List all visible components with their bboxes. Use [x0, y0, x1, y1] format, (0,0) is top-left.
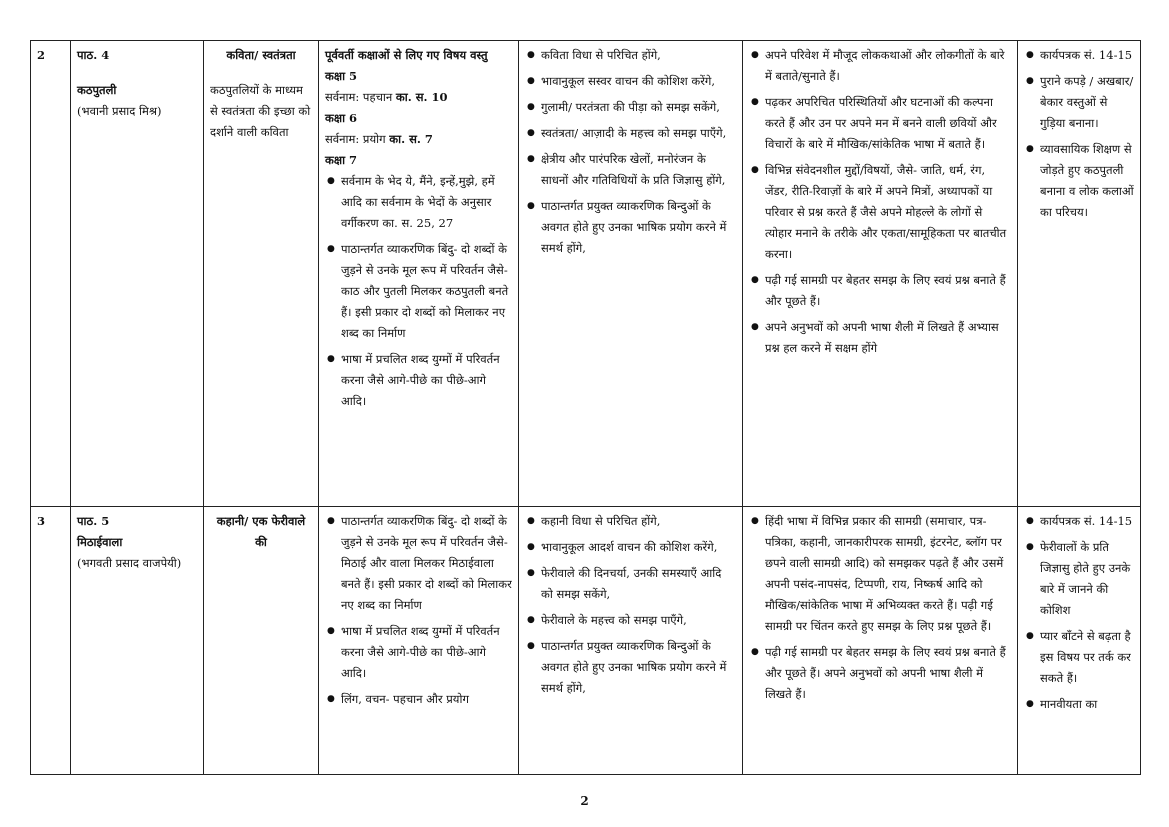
list-item: ● पाठान्तर्गत व्याकरणिक बिंदु- दो शब्दों के जुड़ने से उनके मूल रूप में परिवर्तन जैसे- मिठाई और वाला मिलकर मिठाईवाला बनते हैं। इसी प्रकार दो शब्दों को मिलाकर नए शब्द का निर्माण	[341, 511, 512, 616]
list-item: ● कविता विधा से परिचित होंगे,	[541, 45, 736, 66]
list-item: ● पाठान्तर्गत प्रयुक्त व्याकरणिक बिन्दुओं के अवगत होते हुए उनका भाषिक प्रयोग करने में समर्थ होंगे,	[541, 196, 736, 259]
row-number: 3	[31, 507, 71, 775]
row-number: 2	[31, 41, 71, 507]
genre-title: कविता/ स्वतंत्रता	[226, 48, 296, 62]
lesson-number: पाठ. 5	[77, 514, 110, 528]
genre-title: कहानी/ एक फेरीवाले की	[216, 514, 306, 549]
lesson-number: पाठ. 4	[77, 48, 110, 62]
list-item: ● फेरीवाले के महत्त्व को समझ पाएँगे,	[541, 610, 736, 631]
outcomes-cell	[519, 507, 743, 775]
class-label: कक्षा 6	[325, 111, 358, 125]
lesson-title: कठपुतली	[77, 83, 117, 97]
table-row	[31, 507, 1141, 775]
activities-list	[749, 511, 1011, 705]
list-item: ● विभिन्न संवेदनशील मुद्दों/विषयों, जैसे- जाति, धर्म, रंग, जेंडर, रीति-रिवाज़ों के बारे में अपने मित्रों, अध्यापकों या परिवार से प्रश्न करते हैं जैसे अपने मोहल्ले के लोगों से त्योहार मनाने के तरीके और एकता/सामूहिकता पर बातचीत करना।	[765, 160, 1011, 265]
page-number: 2	[580, 794, 589, 808]
list-item: ● फेरीवाले की दिनचर्या, उनकी समस्याएँ आदि को समझ सकेंगे,	[541, 563, 736, 605]
genre-cell	[204, 507, 319, 775]
list-item: ● स्वतंत्रता/ आज़ादी के महत्त्व को समझ पाएँगे,	[541, 123, 736, 144]
lesson-cell	[71, 507, 204, 775]
list-item: ● सर्वनाम के भेद ये, मैंने, इन्हें,मुझे, हमें आदि का सर्वनाम के भेदों के अनुसार वर्गीकरण का. स. 25, 27	[341, 171, 512, 234]
lesson-author: (भगवती प्रसाद वाजपेयी)	[77, 556, 182, 570]
outcomes-cell	[519, 41, 743, 507]
lesson-cell	[71, 41, 204, 507]
genre-description: कठपुतलियों के माध्यम से स्वतंत्रता की इच्छा को दर्शाने वाली कविता	[210, 83, 311, 139]
list-item: ● पढ़कर अपरिचित परिस्थितियों और घटनाओं की कल्पना करते हैं और उन पर अपने मन में बनने वाली छवियों और विचारों के बारे में मौखिक/सांकेतिक भाषा में बताते हैं।	[765, 92, 1011, 155]
lesson-title: मिठाईवाला	[77, 535, 123, 549]
list-item: ● मानवीयता का	[1040, 694, 1134, 715]
list-item: ● भावानुकूल सस्वर वाचन की कोशिश करेंगे,	[541, 71, 736, 92]
list-item: ● लिंग, वचन- पहचान और प्रयोग	[341, 689, 512, 710]
list-item: ● कहानी विधा से परिचित होंगे,	[541, 511, 736, 532]
list-item: ● अपने अनुभवों को अपनी भाषा शैली में लिखते हैं अभ्यास प्रश्न हल करने में सक्षम होंगे	[765, 317, 1011, 359]
list-item: ● पाठान्तर्गत प्रयुक्त व्याकरणिक बिन्दुओं के अवगत होते हुए उनका भाषिक प्रयोग करने में समर्थ होंगे,	[541, 636, 736, 699]
list-item: ● गुलामी/ परतंत्रता की पीड़ा को समझ सकेंगे,	[541, 97, 736, 118]
list-item: ● कार्यपत्रक सं. 14-15	[1040, 45, 1134, 66]
activities-list	[749, 45, 1011, 359]
list-item: ● पढ़ी गई सामग्री पर बेहतर समझ के लिए स्वयं प्रश्न बनाते हैं और पूछते हैं।	[765, 270, 1011, 312]
activities-cell	[743, 41, 1018, 507]
list-item: ● कार्यपत्रक सं. 14-15	[1040, 511, 1134, 532]
table-row	[31, 41, 1141, 507]
genre-cell	[204, 41, 319, 507]
list-item: ● पढ़ी गई सामग्री पर बेहतर समझ के लिए स्वयं प्रश्न बनाते हैं और पूछते हैं। अपने अनुभवों को अपनी भाषा शैली में लिखते हैं।	[765, 642, 1011, 705]
list-item: ● हिंदी भाषा में विभिन्न प्रकार की सामग्री (समाचार, पत्र-पत्रिका, कहानी, जानकारीपरक सामग्री, इंटरनेट, ब्लॉग पर छपने वाली सामग्री आदि) को समझकर पढ़ते हैं और उसमें अपनी पसंद-नापसंद, टिप्पणी, राय, निष्कर्ष आदि को मौखिक/सांकेतिक भाषा में अभिव्यक्त करते हैं। पढ़ी गई सामग्री पर चिंतन करते हुए समझ के लिए प्रश्न पूछते हैं।	[765, 511, 1011, 637]
class-label: कक्षा 7	[325, 153, 358, 167]
list-item: ● पाठान्तर्गत व्याकरणिक बिंदु- दो शब्दों के जुड़ने से उनके मूल रूप में परिवर्तन जैसे- काठ और पुतली मिलकर कठपुतली बनते हैं। इसी प्रकार दो शब्दों को मिलाकर नए शब्द का निर्माण	[341, 239, 512, 344]
grammar-cell	[319, 41, 519, 507]
list-item: ● फेरीवालों के प्रति जिज्ञासु होते हुए उनके बारे में जानने की कोशिश	[1040, 537, 1134, 621]
activities-cell	[743, 507, 1018, 775]
list-item: ● अपने परिवेश में मौजूद लोककथाओं और लोकगीतों के बारे में बताते/सुनाते हैं।	[765, 45, 1011, 87]
grammar-heading: पूर्ववर्ती कक्षाओं से लिए गए विषय वस्तु	[325, 48, 488, 62]
class-label: कक्षा 5	[325, 69, 358, 83]
list-item: ● भाषा में प्रचलित शब्द युग्मों में परिवर्तन करना जैसे आगे-पीछे का पीछे-आगे आदि।	[341, 349, 512, 412]
grammar-cell	[319, 507, 519, 775]
list-item: ● भावानुकूल आदर्श वाचन की कोशिश करेंगे,	[541, 537, 736, 558]
grammar-topic: सर्वनाम: पहचान का. स. 10	[325, 90, 448, 104]
list-item: ● भाषा में प्रचलित शब्द युग्मों में परिवर्तन करना जैसे आगे-पीछे का पीछे-आगे आदि।	[341, 621, 512, 684]
grammar-topic: सर्वनाम: प्रयोग का. स. 7	[325, 132, 433, 146]
resources-list	[1024, 511, 1134, 715]
resources-cell	[1018, 507, 1141, 775]
list-item: ● प्यार बाँटने से बढ़ता है इस विषय पर तर्क कर सकते हैं।	[1040, 626, 1134, 689]
resources-cell	[1018, 41, 1141, 507]
outcomes-list	[525, 511, 736, 699]
grammar-list	[325, 511, 512, 710]
list-item: ● व्यावसायिक शिक्षण से जोड़ते हुए कठपुतली बनाना व लोक कलाओं का परिचय।	[1040, 139, 1134, 223]
lesson-author: (भवानी प्रसाद मिश्र)	[77, 104, 162, 118]
curriculum-table	[30, 40, 1141, 775]
list-item: ● पुराने कपड़े / अखबार/ बेकार वस्तुओं से गुड़िया बनाना।	[1040, 71, 1134, 134]
grammar-list	[325, 171, 512, 412]
list-item: ● क्षेत्रीय और पारंपरिक खेलों, मनोरंजन के साधनों और गतिविधियों के प्रति जिज्ञासु होंगे,	[541, 149, 736, 191]
resources-list	[1024, 45, 1134, 223]
outcomes-list	[525, 45, 736, 259]
